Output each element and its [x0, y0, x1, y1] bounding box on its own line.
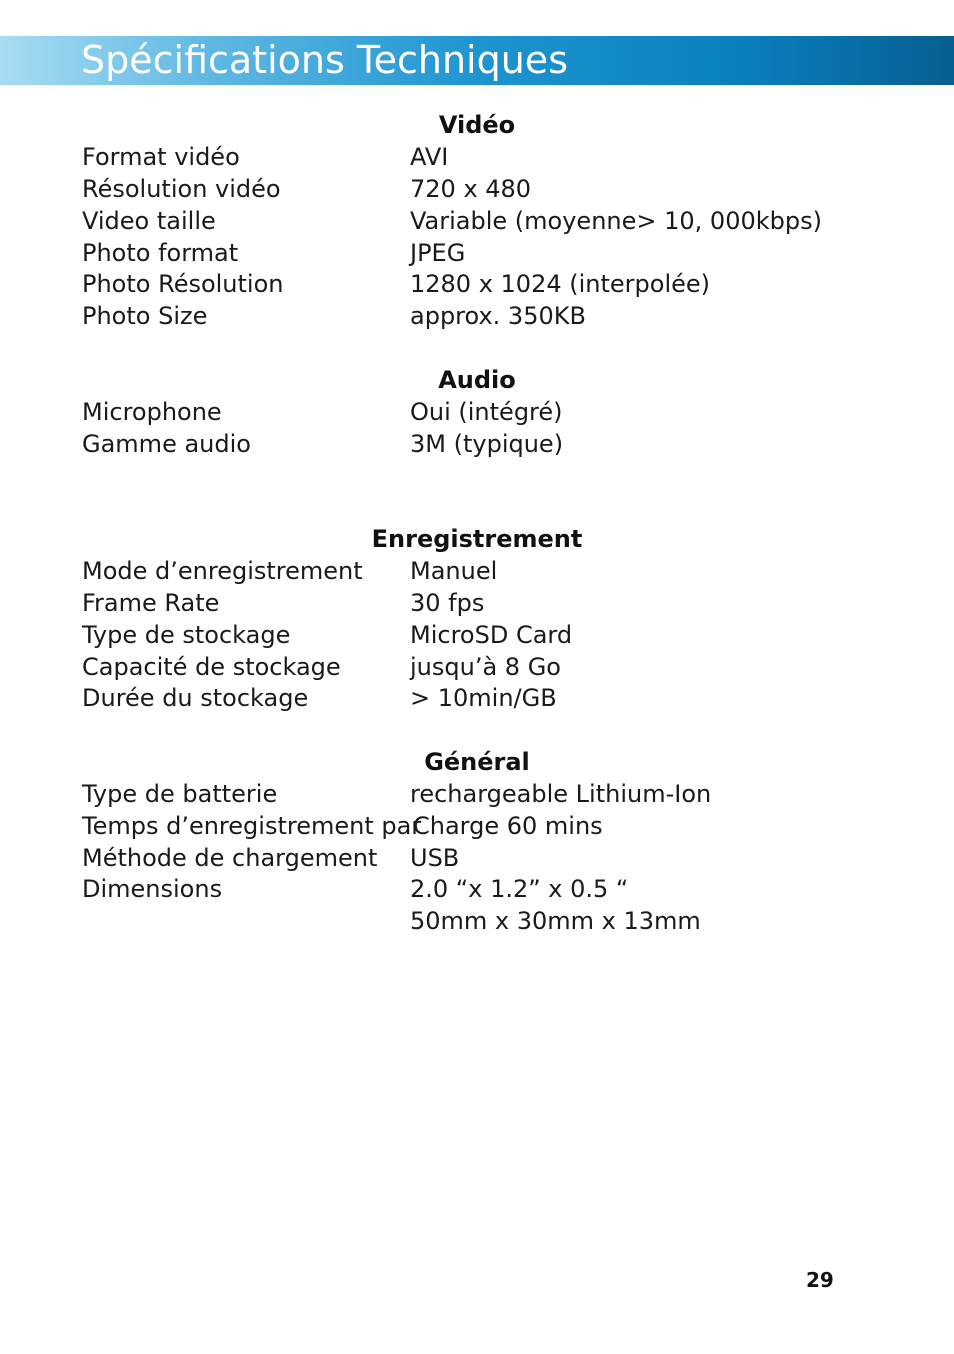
- spec-label: Format vidéo: [82, 143, 240, 171]
- spec-value: Oui (intégré): [410, 398, 563, 426]
- section-title-video: Vidéo: [438, 111, 516, 139]
- spec-label: Type de batterie: [82, 780, 278, 808]
- spec-value: 30 fps: [410, 589, 485, 617]
- section-title-audio: Audio: [438, 366, 516, 394]
- page-title: Spécifications Techniques: [81, 38, 568, 82]
- spec-label: Video taille: [82, 207, 216, 235]
- spec-label: Mode d’enregistrement: [82, 557, 363, 585]
- section-title-general: Général: [424, 748, 530, 776]
- spec-label: Résolution vidéo: [82, 175, 281, 203]
- spec-value: 50mm x 30mm x 13mm: [410, 907, 701, 935]
- spec-label: Photo Résolution: [82, 270, 284, 298]
- spec-value: > 10min/GB: [410, 684, 557, 712]
- spec-value: 720 x 480: [410, 175, 532, 203]
- spec-label: Microphone: [82, 398, 222, 426]
- spec-label: Temps d’enregistrement par: [82, 812, 422, 840]
- spec-value: Charge 60 mins: [413, 812, 603, 840]
- spec-value: 3M (typique): [410, 430, 564, 458]
- spec-label: Dimensions: [82, 875, 223, 903]
- spec-label: Frame Rate: [82, 589, 220, 617]
- spec-value: 1280 x 1024 (interpolée): [410, 270, 711, 298]
- spec-value: jusqu’à 8 Go: [410, 653, 561, 681]
- spec-label: Photo format: [82, 239, 239, 267]
- spec-value: Variable (moyenne> 10, 000kbps): [410, 207, 822, 235]
- spec-value: approx. 350KB: [410, 302, 586, 330]
- spec-label: Gamme audio: [82, 430, 251, 458]
- spec-value: JPEG: [410, 239, 466, 267]
- spec-value: USB: [410, 844, 460, 872]
- spec-value: rechargeable Lithium-Ion: [410, 780, 712, 808]
- spec-value: 2.0 “x 1.2” x 0.5 “: [410, 875, 629, 903]
- spec-label: Durée du stockage: [82, 684, 309, 712]
- spec-value: Manuel: [410, 557, 498, 585]
- spec-label: Capacité de stockage: [82, 653, 341, 681]
- spec-label: Photo Size: [82, 302, 208, 330]
- page-number: 29: [806, 1268, 834, 1292]
- section-title-recording: Enregistrement: [371, 525, 583, 553]
- spec-label: Méthode de chargement: [82, 844, 378, 872]
- spec-label: Type de stockage: [82, 621, 291, 649]
- spec-value: AVI: [410, 143, 449, 171]
- spec-value: MicroSD Card: [410, 621, 573, 649]
